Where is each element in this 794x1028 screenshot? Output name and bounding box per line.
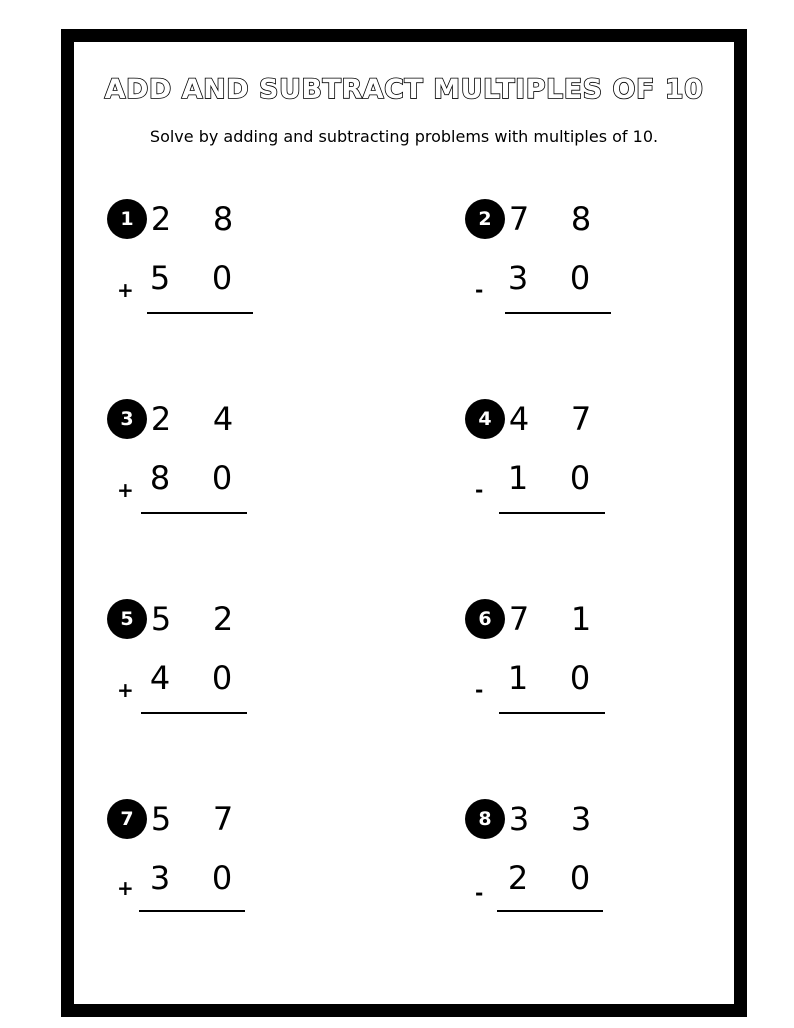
worksheet-frame [61,29,747,1017]
problem-number-badge: 5 [107,599,147,639]
problem-number-badge: 6 [465,599,505,639]
top-tens-digit: 5 [150,800,172,838]
bottom-ones-digit: 0 [211,459,233,497]
top-ones-digit: 4 [212,400,234,438]
bottom-ones-digit: 0 [569,859,591,897]
top-tens-digit: 5 [150,600,172,638]
bottom-tens-digit: 4 [149,659,171,697]
bottom-tens-digit: 2 [507,859,529,897]
answer-line [499,512,605,514]
bottom-tens-digit: 8 [149,459,171,497]
bottom-tens-digit: 5 [149,259,171,297]
top-ones-digit: 1 [570,600,592,638]
answer-line [499,712,605,714]
operator-sign: - [475,278,484,302]
bottom-tens-digit: 3 [507,259,529,297]
problem-5 [107,599,307,739]
problem-3 [107,399,307,539]
operator-sign: + [117,678,134,702]
problem-2 [465,199,665,339]
operator-sign: + [117,876,134,900]
bottom-ones-digit: 0 [569,659,591,697]
top-tens-digit: 7 [508,200,530,238]
top-ones-digit: 3 [570,800,592,838]
answer-line [141,712,247,714]
top-tens-digit: 3 [508,800,530,838]
top-tens-digit: 4 [508,400,530,438]
problem-1 [107,199,307,339]
top-tens-digit: 7 [508,600,530,638]
bottom-tens-digit: 1 [507,459,529,497]
top-ones-digit: 7 [212,800,234,838]
problem-8 [465,799,665,939]
problem-6 [465,599,665,739]
answer-line [141,512,247,514]
problem-4 [465,399,665,539]
operator-sign: + [117,478,134,502]
problem-number-badge: 7 [107,799,147,839]
problem-number-badge: 4 [465,399,505,439]
bottom-ones-digit: 0 [569,259,591,297]
problem-7 [107,799,307,939]
bottom-ones-digit: 0 [211,659,233,697]
problem-number-badge: 8 [465,799,505,839]
bottom-ones-digit: 0 [569,459,591,497]
bottom-ones-digit: 0 [211,859,233,897]
operator-sign: + [117,278,134,302]
problem-number-badge: 3 [107,399,147,439]
answer-line [505,312,611,314]
problem-number-badge: 1 [107,199,147,239]
bottom-tens-digit: 3 [149,859,171,897]
answer-line [139,910,245,912]
answer-line [497,910,603,912]
operator-sign: - [475,881,484,905]
top-ones-digit: 8 [212,200,234,238]
top-ones-digit: 2 [212,600,234,638]
worksheet-instructions: Solve by adding and subtracting problems with multiples of 10. [149,127,659,146]
operator-sign: - [475,678,484,702]
worksheet-title: ADD AND SUBTRACT MULTIPLES OF 10 [104,74,704,105]
top-ones-digit: 8 [570,200,592,238]
problem-number-badge: 2 [465,199,505,239]
answer-line [147,312,253,314]
top-tens-digit: 2 [150,200,172,238]
top-ones-digit: 7 [570,400,592,438]
bottom-ones-digit: 0 [211,259,233,297]
bottom-tens-digit: 1 [507,659,529,697]
top-tens-digit: 2 [150,400,172,438]
operator-sign: - [475,478,484,502]
